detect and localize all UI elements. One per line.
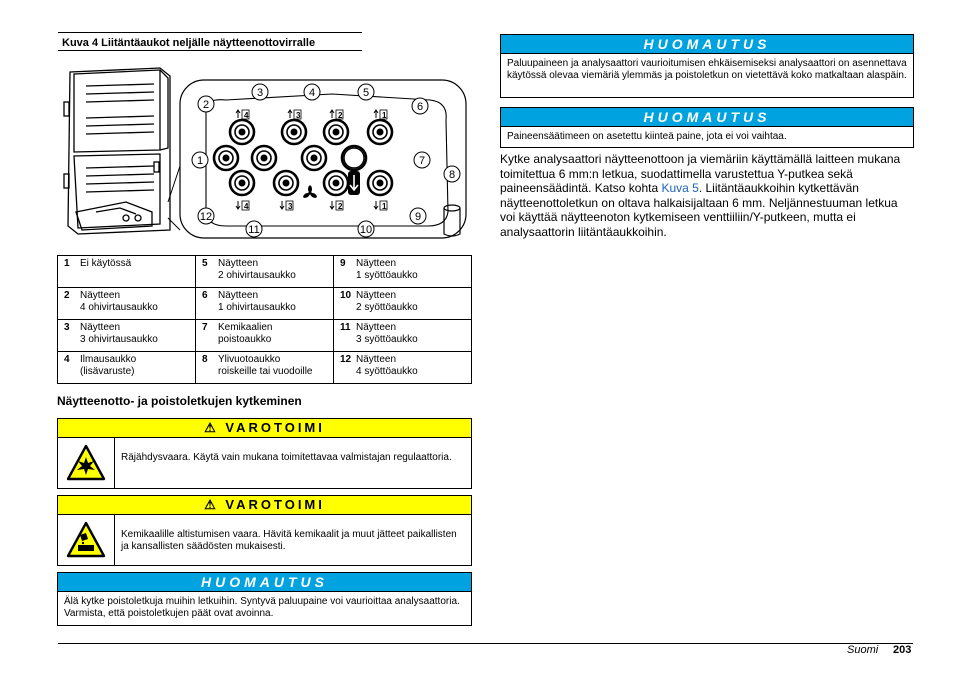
key-number: 8 — [202, 354, 208, 365]
callout-number: 4 — [308, 87, 316, 99]
key-description: Näytteen 1 syöttöaukko — [356, 258, 418, 281]
callout-number: 2 — [202, 99, 210, 111]
figure-callout — [192, 152, 208, 168]
warning-header — [58, 496, 471, 515]
key-number: 7 — [202, 322, 208, 333]
warning-triangle-icon: ⚠ — [204, 497, 219, 512]
warning-box-chemical — [57, 495, 472, 566]
callout-number: 6 — [416, 101, 424, 113]
unused-port-fitting — [344, 148, 364, 168]
callout-number: 10 — [359, 224, 373, 236]
top-rule — [58, 32, 362, 33]
figure-callout — [410, 208, 426, 224]
footer-language: Suomi — [847, 644, 879, 656]
key-number: 11 — [340, 322, 351, 333]
notice-box-backpressure — [500, 34, 914, 98]
figure-callout — [444, 166, 460, 182]
figure-callout — [414, 152, 430, 168]
notice-text: Paluupaineen ja analysaattori vaurioitumisen ehkäisemiseksi analysaattori on asennettava käytössä olevaa viemäriä ylemmäs ja poistoletkun on vietettävä koko matkaltaan alaspäin. — [507, 58, 907, 81]
figure-callout — [198, 96, 214, 112]
key-table-cell — [196, 320, 334, 352]
key-description: Ilmausaukko (lisävaruste) — [80, 354, 137, 377]
key-table-row — [58, 256, 472, 288]
body-text-part: Kytke analysaattori näytteenottoon ja viemäriin käyttämällä laitteen mukana toimitettua 6 mm:n letkua, suodattimella varustettua Y-putkea sekä paineensäädintä. Katso kohta — [500, 152, 901, 195]
key-number: 1 — [64, 258, 70, 269]
key-description: Näytteen 3 ohivirtausaukko — [80, 322, 158, 345]
callout-number: 5 — [362, 87, 370, 99]
notice-header: HUOMAUTUS — [58, 573, 471, 592]
overflow-port-drawing — [444, 205, 460, 236]
callout-number: 9 — [414, 211, 422, 223]
drain-arrow-icon — [348, 171, 360, 195]
notice-text: Älä kytke poistoletkuja muihin letkuihin. Syntyvä paluupaine voi vaurioittaa analysaattoria. Varmista, että poistoletkujen päät ovat avoinna. — [64, 596, 460, 619]
warning-text: Räjähdysvaara. Käytä vain mukana toimitettavaa valmistajan regulaattoria. — [121, 452, 452, 463]
figure-5-link[interactable]: Kuva 5 — [661, 181, 699, 195]
key-table-cell — [196, 288, 334, 320]
key-table-cell — [334, 256, 472, 288]
key-description: Kemikaalien poistoaukko — [218, 322, 273, 345]
bypass-port-fitting — [368, 120, 392, 144]
notice-box-regulator — [500, 107, 914, 148]
warning-text: Kemikaalille altistumisen vaara. Hävitä kemikaalit ja muut jätteet paikallisten ja kansallisten säädösten mukaisesti. — [121, 529, 457, 552]
sample-inlet-port-fitting — [230, 171, 254, 195]
key-number: 2 — [64, 290, 70, 301]
key-table-cell — [334, 352, 472, 384]
body-text-part: . Liitäntäaukkoihin kytkettävän näytteenottoletkun on oltava halkaisijaltaan 6 mm. Neljännestuuman letkua voi käyttää näytteenoton kytkemiseen venttiiliin/Y-putkeen, mutta ei analysaattorin liitäntäaukkoihin. — [500, 181, 898, 239]
chemical-hazard-icon — [66, 521, 106, 559]
callout-number: 12 — [199, 211, 213, 223]
bypass-port-fitting — [282, 120, 306, 144]
key-number: 10 — [340, 290, 352, 301]
figure-callout — [412, 98, 428, 114]
key-number: 9 — [340, 258, 346, 269]
bypass-port-fitting — [230, 120, 254, 144]
key-table-cell — [196, 352, 334, 384]
key-description: Näytteen 2 ohivirtausaukko — [218, 258, 296, 281]
figure-callout — [304, 84, 320, 100]
bypass-port-label: 3 — [296, 111, 301, 120]
warning-header — [58, 419, 471, 438]
key-description: Näytteen 2 syöttöaukko — [356, 290, 418, 313]
callout-number: 11 — [248, 224, 260, 236]
warning-triangle-icon: ⚠ — [204, 420, 219, 435]
figure-callout — [358, 221, 374, 237]
key-description: Ei käytössä — [80, 258, 132, 269]
page-number: 203 — [893, 644, 912, 656]
callout-number: 3 — [256, 87, 264, 99]
key-table-cell — [196, 256, 334, 288]
middle-port-fitting — [252, 146, 276, 170]
callout-number: 7 — [418, 155, 426, 167]
key-table-row — [58, 352, 472, 384]
key-table-cell — [58, 288, 196, 320]
figure-callout — [198, 208, 214, 224]
key-description: Näytteen 4 syöttöaukko — [356, 354, 418, 377]
section-heading: Näytteenotto- ja poistoletkujen kytkeminen — [57, 394, 302, 408]
inlet-port-label: 3 — [288, 202, 293, 211]
middle-port-fitting — [302, 146, 326, 170]
key-description: Näytteen 3 syöttöaukko — [356, 322, 418, 345]
key-table-cell — [58, 256, 196, 288]
notice-text: Paineensäätimeen on asetettu kiinteä paine, jota ei voi vaihtaa. — [507, 131, 787, 142]
footer-rule — [58, 643, 913, 644]
analyzer-enclosure-drawing — [64, 68, 170, 234]
port-fittings — [214, 120, 392, 195]
warning-box-explosion — [57, 418, 472, 489]
key-number: 12 — [340, 354, 352, 365]
bypass-port-label: 2 — [338, 111, 343, 120]
key-table-cell — [58, 320, 196, 352]
unused-left-fitting — [214, 146, 238, 170]
body-paragraph — [500, 152, 912, 239]
sample-inlet-port-fitting — [324, 171, 348, 195]
connection-ports-figure — [56, 62, 468, 242]
callout-number: 1 — [196, 155, 204, 167]
key-number: 4 — [64, 354, 70, 365]
notice-header: HUOMAUTUS — [501, 35, 913, 54]
figure-callout — [246, 221, 262, 237]
warning-label: VAROTOIMI — [225, 420, 325, 435]
figure-callout — [252, 84, 268, 100]
notice-box-drain — [57, 572, 472, 626]
key-table-cell — [334, 320, 472, 352]
key-description: Näytteen 1 ohivirtausaukko — [218, 290, 296, 313]
figure-title: Kuva 4 Liitäntäaukot neljälle näytteenottovirralle — [62, 37, 316, 49]
figure-title-rule — [58, 50, 362, 51]
inlet-port-label: 4 — [244, 202, 249, 211]
bypass-port-label: 1 — [382, 111, 387, 120]
key-table-row — [58, 320, 472, 352]
figure-callout — [358, 84, 374, 100]
callout-number: 8 — [448, 169, 456, 181]
notice-header: HUOMAUTUS — [501, 108, 913, 127]
inlet-port-label: 2 — [338, 202, 343, 211]
inlet-port-label: 1 — [382, 202, 387, 211]
key-description: Ylivuotoaukko roiskeille tai vuodoille — [218, 354, 313, 377]
sample-inlet-port-fitting — [274, 171, 298, 195]
key-table-row — [58, 288, 472, 320]
key-description: Näytteen 4 ohivirtausaukko — [80, 290, 158, 313]
key-number: 5 — [202, 258, 208, 269]
bypass-port-label: 4 — [244, 111, 249, 120]
sample-inlet-port-fitting — [368, 171, 392, 195]
key-table-cell — [58, 352, 196, 384]
key-number: 6 — [202, 290, 208, 301]
bypass-port-fitting — [324, 120, 348, 144]
key-number: 3 — [64, 322, 70, 333]
fan-icon — [302, 185, 317, 199]
explosion-hazard-icon — [66, 444, 106, 482]
figure-key-table — [57, 255, 472, 384]
key-table-cell — [334, 288, 472, 320]
warning-label: VAROTOIMI — [225, 497, 325, 512]
